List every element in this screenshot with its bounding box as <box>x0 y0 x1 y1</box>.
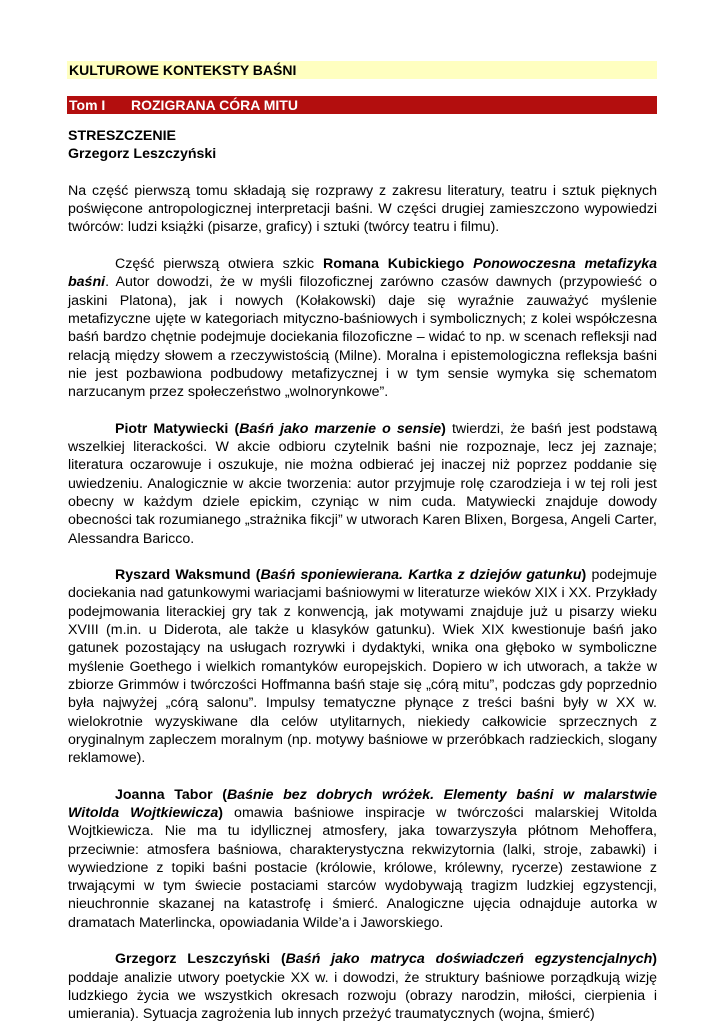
summary-heading: STRESZCZENIE <box>68 128 176 144</box>
paragraph-author: Grzegorz Leszczyński <box>115 951 271 968</box>
paragraph-author: Ryszard Waksmund <box>115 567 251 584</box>
paragraph-matywiecki: Piotr Matywiecki (Baśń jako marzenie o sensie) twierdzi, że baśń jest podstawą wszelkiej literackości. W akcie odbioru czytelnik baśni nie rozpoznaje, lecz jej zaznaje; literatura oczarowuje i oszukuje, nie można odbierać jej inaczej niż poprzez poddanie się uwiedzeniu. Analogicznie w akcie tworzenia: autor przyjmuje rolę czarodzieja i w tej roli jest obecny w każdym dziele epickim, czyniąc w nim cuda. Matywiecki znajduje dowody obecności tak rozumianego „strażnika fikcji” w utworach Karen Blixen, Borgesa, Angeli Carter, Alessandra Baricco. <box>68 420 657 547</box>
document-body <box>68 127 657 1024</box>
paragraph-leszczynski: Grzegorz Leszczyński (Baśń jako matryca doświadczeń egzystencjalnych) poddaje analizie utwory poetyckie XX w. i dowodzi, że struktury baśniowe porządkują wizję ludzkiego życia we wszystkich okresach rozwoju (obrazy narodzin, miłości, cierpienia i umierania). Sytuacja zagrożenia lub innych przeżyć traumatycznych (wojna, śmierć) <box>68 951 657 1023</box>
series-title-banner <box>67 61 657 79</box>
paragraph-work-title: Baśnie bez dobrych wróżek. Elementy baśni w malarstwie Witolda Wojtkiewicza <box>68 786 658 821</box>
volume-title-banner <box>67 96 657 114</box>
paragraph-waksmund: Ryszard Waksmund (Baśń sponiewierana. Kartka z dziejów gatunku) podejmuje dociekania nad gatunkowymi wariacjami baśniowymi w literaturze wieków XIX i XX. Przykłady podejmowania literackiej gry tak z konwencją, jak motywami znajduje już u pisarzy wieku XVIII (m.in. u Diderota, ale także u klasyków gatunku). Wiek XIX kwestionuje baśń jako gatunek pozostający na usługach rozrywki i dydaktyki, wnika ona głęboko w symboliczne myślenie Goethego i wielkich romantyków europejskich. Dopiero w ich utworach, a także w zbiorze Grimmów i twórczości Hoffmanna baśń staje się „córą mitu”, podczas gdy poprzednio była najwyżej „córą salonu”. Impulsy tematyczne płynące z treści baśni były w XX w. wielokrotnie wyzyskiwane dla celów utylitarnych, niekiedy całkowicie sprzecznych z oryginalnym zapleczem moralnym (np. motywy baśniowe w przeróbkach radzieckich, slogany reklamowe). <box>68 567 657 767</box>
paragraph-work-title: Baśń jako marzenie o sensie <box>239 420 442 437</box>
paragraph-author: Piotr Matywiecki <box>115 420 229 437</box>
paragraph-work-title: Baśń jako matryca doświadczeń egzystencjalnych <box>285 951 653 968</box>
paragraph-author: Joanna Tabor <box>115 786 213 803</box>
paragraph-work-title: Baśń sponiewierana. Kartka z dziejów gatunku <box>260 567 582 584</box>
volume-label: Tom I <box>69 97 106 113</box>
paragraph-tabor: Joanna Tabor (Baśnie bez dobrych wróżek. Elementy baśni w malarstwie Witolda Wojtkiewicza) omawia baśniowe inspiracje w twórczości malarskiej Witolda Wojtkiewicza. Nie ma tu idyllicznej atmosfery, jaka towarzyszyła płótnom Mehoffera, przeciwnie: atmosfera baśniowa, charakterystyczna rekwizytornia (lalki, stroje, zabawki) i wywiedzione z topiki baśni postacie (królowie, królowe, królewny, rycerze) zestawione z trwającymi w tym świecie postaciami starców wydobywają tragizm ludzkiej egzystencji, nieuchronnie skazanej na katastrofę i śmierć. Analogiczne ujęcia odnajduje autorka w dramatach Materlincka, opowiadania Wilde’a i Jaworskiego. <box>68 786 658 931</box>
volume-title: ROZIGRANA CÓRA MITU <box>131 97 298 113</box>
intro-paragraph: Na część pierwszą tomu składają się rozprawy z zakresu literatury, teatru i sztuk pięknych poświęcone antropologicznej interpretacji baśni. W części drugiej zamieszczono wypowiedzi twórców: ludzi książki (pisarze, graficy) i sztuki (twórcy teatru i filmu). <box>68 182 657 236</box>
paragraph-kubicki: Część pierwszą otwiera szkic Romana Kubickiego Ponowoczesna metafizyka baśni. Autor dowodzi, że w myśli filozoficznej zarówno czasów dawnych (przypowieść o jaskini Platona), jak i nowych (Kołakowski) daje się wyraźnie zauważyć myślenie metafizyczne ujęte w kategoriach mityczno-baśniowych i symbolicznych; z kolei współczesna baśń bardzo chętnie podejmuje dociekania filozoficzne – widać to np. w scenach refleksji nad relacją między słowem a rzeczywistością (Milne). Moralna i epistemologiczna refleksja baśni nie jest pozbawiona podbudowy metafizycznej i w tym sensie wymyka się schematom narzucanym przez społeczeństwo „wolnorynkowe”. <box>68 256 657 401</box>
paragraph-work-title: Ponowoczesna metafizyka baśni <box>68 256 657 291</box>
series-title: KULTUROWE KONTEKSTY BAŚNI <box>69 62 297 78</box>
summary-author: Grzegorz Leszczyński <box>68 146 217 163</box>
paragraph-author: Romana Kubickiego <box>323 256 465 273</box>
